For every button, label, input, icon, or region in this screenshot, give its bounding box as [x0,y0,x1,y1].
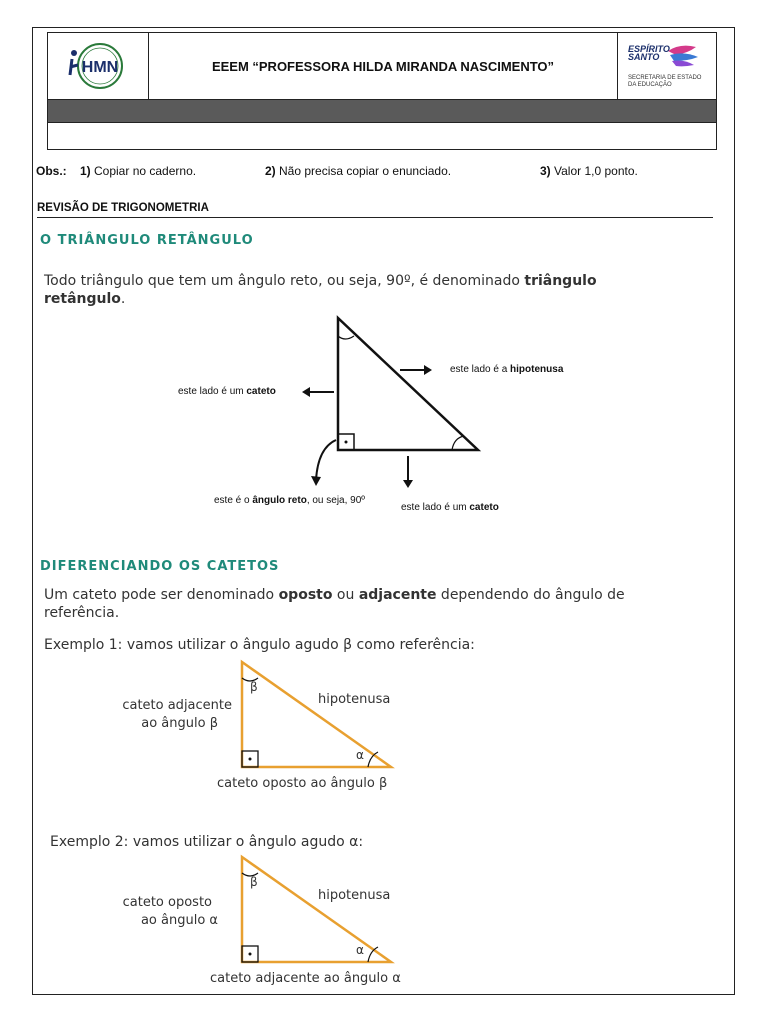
obs-label-text: Obs.: [36,164,67,178]
ex2-left-line1: cateto oposto [122,895,212,910]
label-cateto-left-b: cateto [246,386,276,397]
label-cateto-left-a: este lado é um [178,386,247,397]
obs-item-1 [80,164,196,178]
obs-item-2-text: Não precisa copiar o enunciado. [275,164,452,178]
heading-triangulo-retangulo: O TRIÂNGULO RETÂNGULO [40,233,254,248]
paragraph-definition [44,272,644,308]
label-angulo-reto [214,495,365,506]
ex1-alpha: α [356,748,364,762]
section-divider [37,217,713,218]
para2-text-e: dependendo do ângulo de referência. [44,587,625,621]
paragraph-catetos [44,586,684,622]
label-hipotenusa-a: este lado é a [450,364,511,375]
example2-caption: Exemplo 2: vamos utilizar o ângulo agudo α: [50,834,364,850]
state-logo-text [628,45,670,61]
ex1-left-line2: ao ângulo β [141,716,218,731]
para1-bold: triângulo retângulo [44,273,597,307]
obs-item-1-num: 1) [80,164,91,178]
para2-bold-oposto: oposto [278,587,333,603]
obs-label [36,164,67,178]
label-cateto-bottom-a: este lado é um [401,502,470,513]
school-logo-icon [48,33,148,99]
label-cateto-left [178,386,276,397]
school-logo [48,33,149,99]
section-title: REVISÃO DE TRIGONOMETRIA [37,202,209,214]
school-header [47,32,717,150]
label-hipotenusa [450,364,563,375]
ex1-bottom: cateto oposto ao ângulo β [217,776,388,791]
label-hipotenusa-b: hipotenusa [510,364,564,375]
label-cateto-bottom [401,502,499,513]
ex2-hipotenusa: hipotenusa [318,888,391,903]
ex2-bottom: cateto adjacente ao ângulo α [210,971,401,986]
para2-bold-adjacente: adjacente [358,587,437,603]
label-cateto-bottom-b: cateto [469,502,499,513]
obs-item-3-num: 3) [540,164,551,178]
ex2-alpha: α [356,943,364,957]
heading-diferenciando-catetos: DIFERENCIANDO OS CATETOS [40,559,280,574]
example1-caption: Exemplo 1: vamos utilizar o ângulo agudo β como referência: [44,637,475,653]
ex1-left-line1: cateto adjacente [122,698,232,713]
obs-item-3-text: Valor 1,0 ponto. [550,164,638,178]
ex1-beta: β [250,680,258,694]
para2-text-a: Um cateto pode ser denominado [44,587,279,603]
ex2-left-line2: ao ângulo α [140,913,218,928]
ex1-hipotenusa: hipotenusa [318,692,391,707]
logo-text: HMN [81,59,119,76]
state-logo-line2: SANTO [628,52,660,62]
obs-item-1-text: Copiar no caderno. [90,164,197,178]
state-sub: SECRETARIA DE ESTADO DA EDUCAÇÃO [628,75,702,88]
obs-item-3 [540,164,638,178]
ex2-beta: β [250,875,258,889]
para2-text-c: ou [332,587,359,603]
state-logo-line1: ESPÍRITO [628,44,670,54]
para1-text-c: . [120,291,126,307]
label-reto-a: este é o [214,495,253,506]
obs-item-2 [265,164,451,178]
school-name: EEEM “PROFESSORA HILDA MIRANDA NASCIMENTO” [211,58,555,74]
header-gray-bar [48,99,716,123]
label-reto-c: , ou seja, 90º [306,495,365,506]
label-reto-b: ângulo reto [252,495,307,506]
para1-text-a: Todo triângulo que tem um ângulo reto, ou seja, 90º, é denominado [44,273,525,289]
obs-item-2-num: 2) [265,164,276,178]
state-logo-icon [618,33,716,99]
state-logo [617,33,716,99]
